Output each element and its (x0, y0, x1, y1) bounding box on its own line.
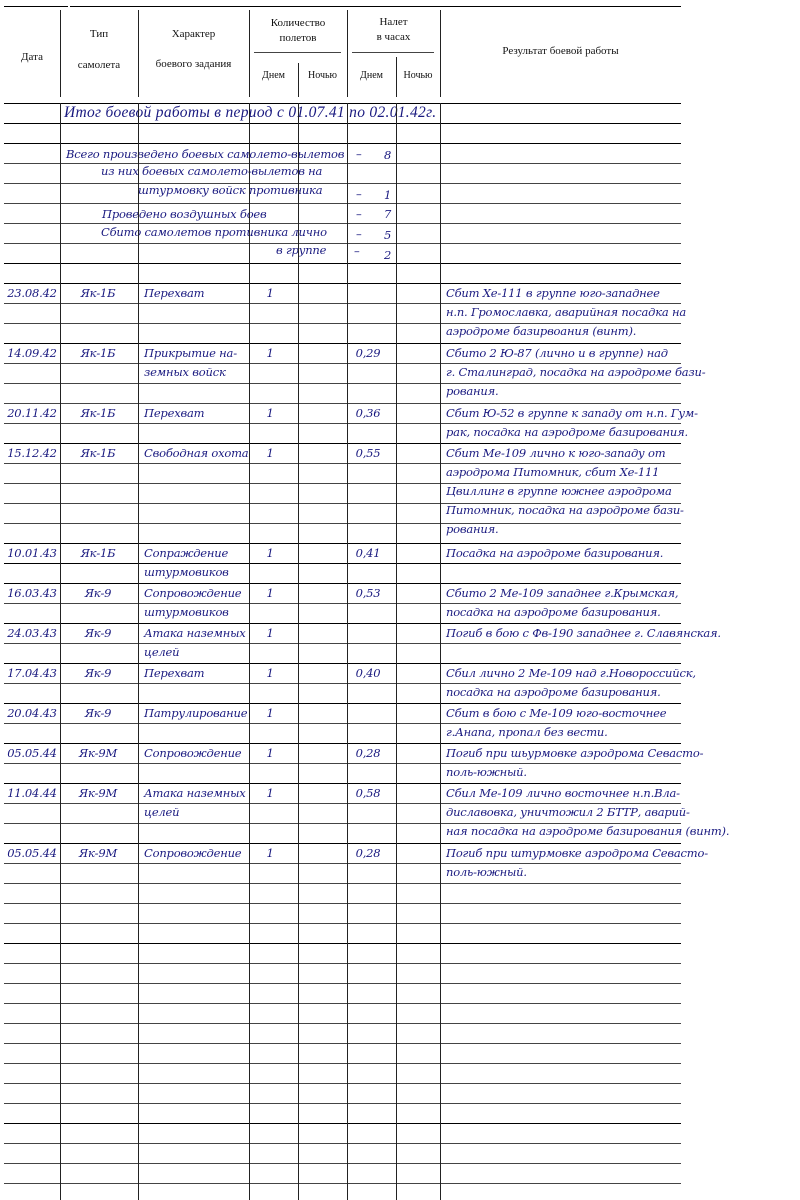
entry-mission: Свободная охота (144, 446, 249, 460)
entry-mission: Сопровождение (144, 586, 242, 600)
grid-row-line (4, 943, 681, 944)
entry-date: 05.05.44 (7, 746, 57, 760)
grid-row-line (4, 203, 681, 204)
summary-dash: – (356, 227, 362, 241)
entry-hours-day: 0,29 (355, 346, 381, 360)
grid-column-line (298, 63, 299, 97)
entry-date: 15.12.42 (7, 446, 57, 460)
entry-date: 23.08.42 (7, 286, 57, 300)
entry-aircraft-type: Як-1Б (80, 546, 116, 560)
entry-result-line: н.п. Громославка, аварийная посадка на (446, 305, 687, 319)
entry-aircraft-type: Як-9М (78, 786, 118, 800)
grid-row-line (4, 1003, 681, 1004)
entry-result-line: г. Сталинград, посадка на аэродроме бази- (446, 365, 706, 379)
grid-row-line (4, 303, 681, 304)
entry-aircraft-type: Як-9М (78, 746, 118, 760)
entry-sorties-day: 1 (266, 666, 274, 680)
entry-date: 20.04.43 (7, 706, 57, 720)
summary-line-total-sorties: Всего произведено боевых самолето-вылетов (66, 147, 345, 161)
entry-result-line: Сбит Ме-109 лично к юго-западу от (446, 446, 666, 460)
grid-row-line (4, 983, 681, 984)
summary-line-air-battles: Проведено воздушных боев (102, 207, 267, 221)
entry-date: 24.03.43 (7, 626, 57, 640)
entry-result-line: Погиб при шьурмовке аэродрома Севасто- (446, 746, 704, 760)
entry-aircraft-type: Як-1Б (80, 346, 116, 360)
entry-sorties-day: 1 (266, 786, 274, 800)
grid-row-line (4, 723, 681, 724)
entry-result-line: посадка на аэродроме базирования. (446, 685, 661, 699)
grid-row-line (4, 443, 681, 444)
entry-result-line: аэродрома Питомник, сбит Хе-111 (446, 465, 660, 479)
header-hours-title-2: в часах (376, 31, 411, 43)
grid-row-line (352, 52, 434, 53)
entry-result-line: Сбил лично 2 Ме-109 над г.Новороссийск, (446, 666, 696, 680)
grid-column-line (347, 103, 348, 1200)
grid-row-line (4, 283, 681, 284)
summary-dash: – (356, 207, 362, 221)
entry-sorties-day: 1 (266, 706, 274, 720)
grid-row-line (4, 103, 681, 104)
entry-result-line: поль-южный. (446, 865, 527, 879)
grid-column-line (396, 103, 397, 1200)
summary-dash: – (354, 244, 360, 258)
entry-hours-day: 0,28 (355, 846, 381, 860)
entry-result-line: г.Анапа, пропал без вести. (446, 725, 608, 739)
grid-row-line (4, 243, 681, 244)
header-hours-day: Днем (360, 70, 383, 81)
grid-row-line (4, 903, 681, 904)
grid-row-line (70, 6, 681, 7)
entry-result-line: Погиб при штурмовке аэродрома Севасто- (446, 846, 708, 860)
entry-mission: штурмовиков (144, 605, 229, 619)
grid-row-line (4, 323, 681, 324)
entry-result-line: рования. (446, 384, 499, 398)
grid-row-line (4, 763, 681, 764)
entry-date: 14.09.42 (7, 346, 57, 360)
entry-mission: Сопровождение (144, 746, 242, 760)
header-mission-line1: Характер (171, 28, 216, 40)
grid-column-line (298, 103, 299, 1200)
entry-aircraft-type: Як-9М (78, 846, 118, 860)
grid-row-line (4, 623, 681, 624)
entry-sorties-day: 1 (266, 846, 274, 860)
grid-row-line (4, 863, 681, 864)
grid-row-line (4, 1023, 681, 1024)
summary-value-shot-down-personal: 5 (384, 228, 392, 242)
header-mission-line2: боевого задания (155, 58, 232, 70)
grid-row-line (4, 483, 681, 484)
entry-result-line: Посадка на аэродроме базирования. (446, 546, 664, 560)
grid-row-line (4, 783, 681, 784)
entry-mission: целей (144, 805, 180, 819)
header-sorties-title-2: полетов (279, 32, 317, 44)
entry-mission: Перехват (144, 286, 205, 300)
grid-row-line (4, 643, 681, 644)
grid-column-line (138, 103, 139, 1200)
entry-hours-day: 0,58 (355, 786, 381, 800)
entry-mission: Прикрытие на- (144, 346, 237, 360)
entry-result-line: Сбит Хе-111 в группе юго-западнее (446, 286, 660, 300)
entry-result-line: Погиб в бою с Фв-190 западнее г. Славянская. (446, 626, 721, 640)
grid-row-line (4, 263, 681, 264)
grid-column-line (440, 10, 441, 97)
grid-row-line (4, 543, 681, 544)
summary-value-total-sorties: 8 (384, 148, 392, 162)
entry-sorties-day: 1 (266, 446, 274, 460)
grid-column-line (249, 10, 250, 97)
entry-result-line: рования. (446, 522, 499, 536)
entry-result-line: Сбито 2 Ме-109 западнее г.Крымская, (446, 586, 679, 600)
entry-hours-day: 0,36 (355, 406, 381, 420)
grid-row-line (4, 843, 681, 844)
entry-sorties-day: 1 (266, 406, 274, 420)
entry-sorties-day: 1 (266, 586, 274, 600)
grid-row-line (4, 703, 681, 704)
grid-row-line (4, 1043, 681, 1044)
grid-column-line (440, 103, 441, 1200)
header-hours-title-1: Налет (379, 16, 408, 28)
entry-result-line: диславовка, уничтожил 2 БТТР, аварий- (446, 805, 690, 819)
entry-mission: Сопраждение (144, 546, 229, 560)
entry-hours-day: 0,41 (355, 546, 381, 560)
entry-hours-day: 0,28 (355, 746, 381, 760)
entry-date: 10.01.43 (7, 546, 57, 560)
entry-mission: Сопровождение (144, 846, 242, 860)
entry-mission: штурмовиков (144, 565, 229, 579)
entry-result-line: Цвиллинг в группе южнее аэродрома (446, 484, 672, 498)
grid-row-line (4, 1063, 681, 1064)
header-aircraft-type-line2: самолета (77, 59, 121, 71)
grid-row-line (4, 223, 681, 224)
grid-row-line (4, 163, 681, 164)
entry-result-line: поль-южный. (446, 765, 527, 779)
header-result: Результат боевой работы (502, 45, 619, 57)
entry-sorties-day: 1 (266, 346, 274, 360)
header-sorties-title-1: Количество (270, 17, 326, 29)
entry-mission: Перехват (144, 666, 205, 680)
summary-line-shot-down-group: в группе (276, 243, 327, 257)
entry-result-line: Сбито 2 Ю-87 (лично и в группе) над (446, 346, 668, 360)
grid-row-line (4, 183, 681, 184)
entry-result-line: рак, посадка на аэродроме базирования. (446, 425, 688, 439)
entry-date: 05.05.44 (7, 846, 57, 860)
entry-result-line: аэродроме базирвоания (винт). (446, 324, 637, 338)
grid-row-line (4, 503, 681, 504)
grid-row-line (4, 963, 681, 964)
entry-date: 11.04.44 (7, 786, 57, 800)
grid-column-line (60, 10, 61, 97)
entry-sorties-day: 1 (266, 286, 274, 300)
entry-aircraft-type: Як-9 (84, 666, 112, 680)
grid-row-line (4, 363, 681, 364)
grid-row-line (4, 463, 681, 464)
entry-result-line: Питомник, посадка на аэродроме бази- (446, 503, 684, 517)
grid-column-line (249, 103, 250, 1200)
grid-row-line (4, 1143, 681, 1144)
summary-dash: – (356, 147, 362, 161)
entry-hours-day: 0,53 (355, 586, 381, 600)
grid-row-line (4, 403, 681, 404)
header-date: Дата (21, 51, 43, 63)
header-sorties-day: Днем (262, 70, 285, 81)
entry-result-line: Сбит в бою с Ме-109 юго-восточнее (446, 706, 667, 720)
grid-row-line (4, 383, 681, 384)
entry-hours-day: 0,40 (355, 666, 381, 680)
entry-date: 16.03.43 (7, 586, 57, 600)
summary-dash: – (356, 187, 362, 201)
grid-row-line (4, 343, 681, 344)
grid-row-line (4, 803, 681, 804)
entry-date: 20.11.42 (7, 406, 57, 420)
grid-column-line (60, 103, 61, 1200)
grid-row-line (4, 1103, 681, 1104)
grid-row-line (4, 683, 681, 684)
entry-aircraft-type: Як-9 (84, 586, 112, 600)
grid-row-line (4, 583, 681, 584)
entry-mission: Патрулирование (144, 706, 248, 720)
grid-row-line (4, 1163, 681, 1164)
summary-value-air-battles: 7 (384, 207, 392, 221)
entry-aircraft-type: Як-1Б (80, 406, 116, 420)
grid-column-line (396, 57, 397, 97)
header-aircraft-type-line1: Тип (89, 28, 109, 40)
grid-row-line (4, 1123, 681, 1124)
grid-row-line (4, 143, 681, 144)
grid-row-line (4, 1183, 681, 1184)
entry-mission: Атака наземных (144, 786, 246, 800)
grid-column-line (347, 10, 348, 97)
summary-line-ground-attack: штурмовку войск противника (138, 183, 323, 197)
entry-mission: Перехват (144, 406, 205, 420)
grid-row-line (4, 663, 681, 664)
entry-date: 17.04.43 (7, 666, 57, 680)
summary-line-shot-down-personal: Сбито самолетов противника лично (101, 225, 327, 239)
entry-aircraft-type: Як-9 (84, 706, 112, 720)
grid-row-line (4, 823, 681, 824)
entry-mission: земных войск (144, 365, 226, 379)
entry-sorties-day: 1 (266, 746, 274, 760)
grid-column-line (138, 10, 139, 97)
grid-row-line (4, 1083, 681, 1084)
grid-row-line (4, 6, 68, 7)
entry-sorties-day: 1 (266, 626, 274, 640)
grid-row-line (4, 923, 681, 924)
entry-sorties-day: 1 (266, 546, 274, 560)
grid-row-line (4, 523, 681, 524)
summary-value-ground-attack: 1 (384, 188, 392, 202)
entry-result-line: Сбит Ю-52 в группе к западу от н.п. Гум- (446, 406, 698, 420)
grid-row-line (254, 52, 341, 53)
header-hours-night: Ночью (403, 70, 433, 81)
grid-row-line (4, 603, 681, 604)
entry-result-line: ная посадка на аэродроме базирования (винт). (446, 824, 730, 838)
summary-line-of-them: из них боевых самолето-вылетов на (101, 164, 323, 178)
grid-row-line (4, 423, 681, 424)
entry-mission: Атака наземных (144, 626, 246, 640)
entry-result-line: Сбил Ме-109 лично восточнее н.п.Вла- (446, 786, 680, 800)
entry-aircraft-type: Як-9 (84, 626, 112, 640)
grid-row-line (4, 883, 681, 884)
entry-mission: целей (144, 645, 180, 659)
entry-aircraft-type: Як-1Б (80, 446, 116, 460)
summary-title: Итог боевой работы в период с 01.07.41 по 02.01.42г. (64, 104, 437, 121)
entry-hours-day: 0,55 (355, 446, 381, 460)
summary-value-shot-down-group: 2 (384, 248, 392, 262)
header-sorties-night: Ночью (307, 70, 338, 81)
grid-row-line (4, 743, 681, 744)
grid-row-line (4, 563, 681, 564)
grid-row-line (4, 123, 681, 124)
entry-aircraft-type: Як-1Б (80, 286, 116, 300)
entry-result-line: посадка на аэродроме базирования. (446, 605, 661, 619)
